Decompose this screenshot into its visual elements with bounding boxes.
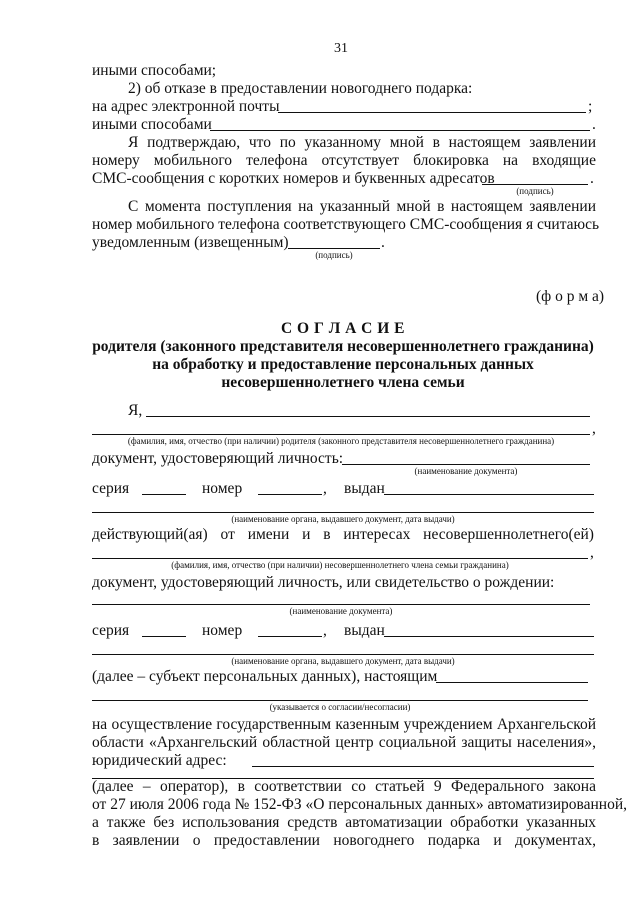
page-number: 31 <box>334 41 348 56</box>
fio-child-field[interactable] <box>92 558 588 559</box>
seria-label: серия <box>92 480 130 497</box>
paragraph-line: области «Архангельский областной центр социальной защиты населения», <box>92 734 596 751</box>
nomer-field[interactable] <box>258 494 322 495</box>
paragraph-line: номер мобильного телефона соответствующего СМС-сообщения я считаюсь <box>92 216 600 233</box>
organ-field-2[interactable] <box>92 654 594 655</box>
vydan-label: выдан <box>344 622 385 639</box>
punct: , <box>323 480 327 497</box>
subtitle-line: на обработку и предоставление персональных данных <box>152 356 534 373</box>
organ-field[interactable] <box>92 512 594 513</box>
consent-field-cont[interactable] <box>92 700 588 701</box>
doc-label-2: документ, удостоверяющий личность, или свидетельство о рождении: <box>92 574 555 591</box>
vydan-field[interactable] <box>384 494 594 495</box>
acting-line <box>92 526 594 544</box>
seria-field[interactable] <box>142 636 186 637</box>
text-line: 2) об отказе в предоставлении новогоднего подарка: <box>128 80 473 97</box>
fio-field[interactable] <box>146 416 590 417</box>
signature-caption: (подпись) <box>315 250 353 260</box>
punct: . <box>592 116 596 133</box>
nomer-field[interactable] <box>258 636 322 637</box>
punct: . <box>590 170 594 187</box>
organ-caption: (наименование органа, выдавшего документ, дата выдачи) <box>231 514 455 524</box>
vydan-field[interactable] <box>384 636 594 637</box>
paragraph-line: в заявлении о предоставлении новогоднего подарка и документах, <box>92 832 596 849</box>
paragraph-line: на осуществление государственным казенным учреждением Архангельской <box>92 716 596 733</box>
word: и <box>302 526 311 543</box>
fio-parent-caption: (фамилия, имя, отчество (при наличии) родителя (законного представителя несовершеннолетнего гражданина) <box>127 436 555 446</box>
punct: , <box>590 544 594 561</box>
nomer-label: номер <box>202 480 243 497</box>
word: в <box>323 526 331 543</box>
word: несовершеннолетнего(ей) <box>423 526 594 543</box>
form-label: (ф о р м а) <box>536 288 605 305</box>
signature-field[interactable] <box>482 184 588 185</box>
punct: ; <box>588 98 593 115</box>
doc-name-caption-2: (наименование документа) <box>289 606 393 616</box>
other-ways-field[interactable] <box>210 130 590 131</box>
fio-field-cont[interactable] <box>92 434 590 435</box>
other-ways-label: иными способами <box>92 116 212 133</box>
subject-label: (далее – субъект персональных данных), настоящим <box>92 668 438 685</box>
fio-child-caption: (фамилия, имя, отчество (при наличии) несовершеннолетнего члена семьи гражданина) <box>171 560 509 570</box>
paragraph-line: от 27 июля 2006 года № 152-ФЗ «О персональных данных» автоматизированной, <box>92 796 628 813</box>
text-line: иными способами; <box>92 62 217 79</box>
organ-caption-2: (наименование органа, выдавшего документ, дата выдачи) <box>231 656 455 666</box>
punct: , <box>323 622 327 639</box>
punct: , <box>592 420 596 437</box>
paragraph-line: (далее – оператор), в соответствии со статьей 9 Федерального закона <box>92 778 596 795</box>
subtitle-line: несовершеннолетнего члена семьи <box>221 374 465 391</box>
consent-caption: (указывается о согласии/несогласии) <box>269 702 411 712</box>
word: интересах <box>343 526 411 543</box>
paragraph-line: а также без использования средств автоматизации обработки указанных <box>92 814 596 831</box>
doc-name-caption: (наименование документа) <box>414 466 518 476</box>
ya-label: Я, <box>128 402 143 419</box>
legal-address-label: юридический адрес: <box>92 752 227 769</box>
title: С О Г Л А С И Е <box>280 320 406 337</box>
paragraph-line: Я подтверждаю, что по указанному мной в настоящем заявлении <box>128 134 596 151</box>
doc-name-field-2[interactable] <box>92 604 590 605</box>
email-field[interactable] <box>278 112 586 113</box>
paragraph-line: СМС-сообщения с коротких номеров и буквенных адресатов <box>92 170 495 187</box>
signature-field[interactable] <box>288 248 380 249</box>
subtitle-line: родителя (законного представителя несовершеннолетнего гражданина) <box>92 338 594 355</box>
paragraph-line: номеру мобильного телефона отсутствует блокировка на входящие <box>92 152 596 169</box>
word: имени <box>247 526 290 543</box>
doc-name-field[interactable] <box>342 464 590 465</box>
vydan-label: выдан <box>344 480 385 497</box>
doc-label: документ, удостоверяющий личность: <box>92 450 344 467</box>
nomer-label: номер <box>202 622 243 639</box>
seria-label: серия <box>92 622 130 639</box>
paragraph-line: уведомленным (извещенным) <box>92 234 289 251</box>
word: от <box>220 526 235 543</box>
word: действующий(ая) <box>92 526 208 543</box>
paragraph-line: С момента поступления на указанный мной в настоящем заявлении <box>128 198 596 215</box>
legal-address-field[interactable] <box>252 766 594 767</box>
seria-field[interactable] <box>142 494 186 495</box>
email-label: на адрес электронной почты <box>92 98 280 115</box>
signature-caption: (подпись) <box>516 186 554 196</box>
punct: . <box>381 234 385 251</box>
consent-field[interactable] <box>436 682 588 683</box>
